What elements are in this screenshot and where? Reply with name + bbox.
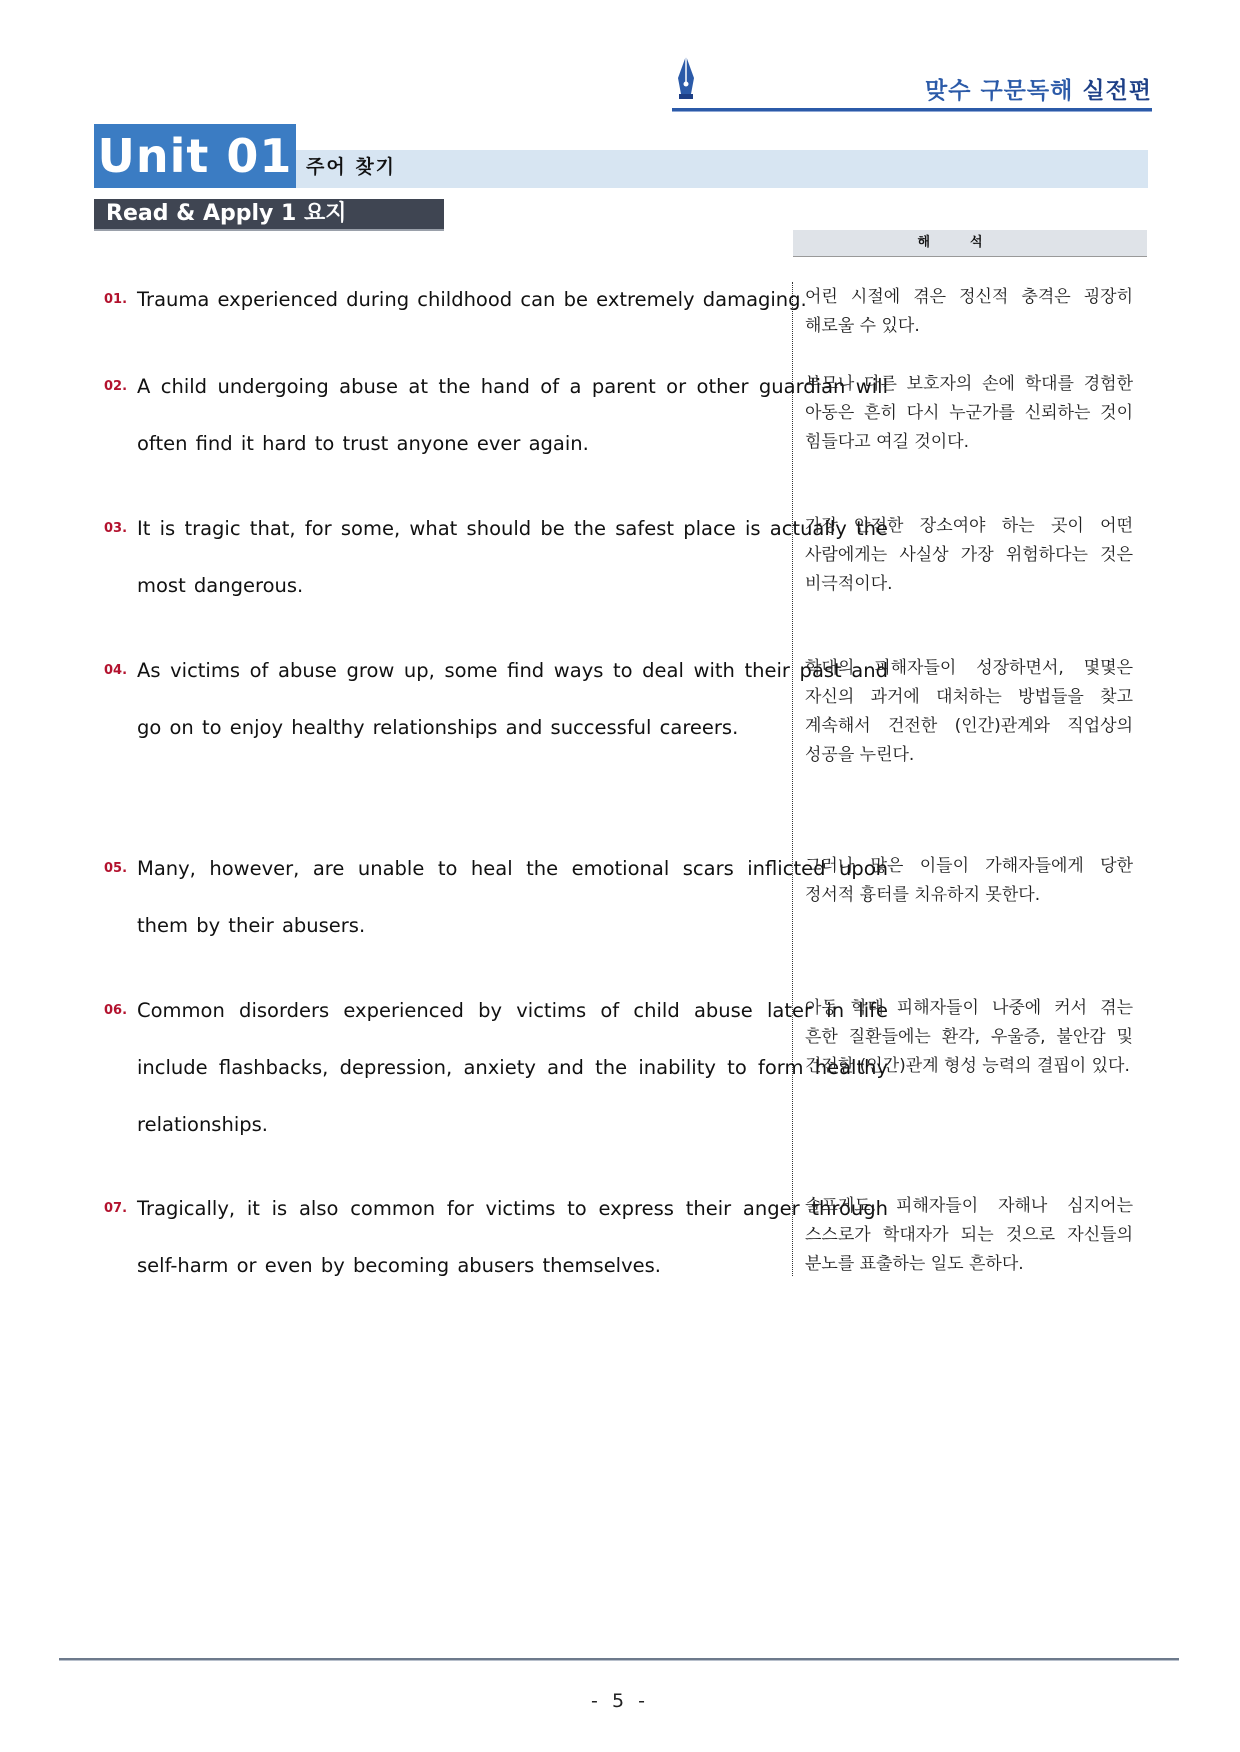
- brand-underline: [672, 108, 1152, 112]
- sentence-korean: 그러나 많은 이들이 가해자들에게 당한 정서적 흉터를 치유하지 못한다.: [805, 856, 1133, 905]
- unit-label: Unit 01: [94, 124, 296, 188]
- section-label: Read & Apply 1 요지: [94, 199, 444, 229]
- unit-banner-band: [296, 150, 1148, 188]
- sentence-english: Many, however, are unable to heal the emotional scars inflicted upon them by their abusers.: [137, 857, 888, 937]
- sentence-number: 07.: [104, 1201, 128, 1216]
- sentence-number: 01.: [104, 292, 128, 307]
- footer-rule: [59, 1658, 1179, 1661]
- sentence-english: A child undergoing abuse at the hand of a parent or other guardian will often find it hard to trust anyone ever again.: [137, 375, 888, 455]
- sentence-number: 02.: [104, 379, 128, 394]
- page-number: - 5 -: [591, 1690, 649, 1712]
- section-bar-shadow: [94, 229, 444, 231]
- sentence-english: As victims of abuse grow up, some find ways to deal with their past and go on to enjoy healthy relationships and successful careers.: [137, 659, 888, 739]
- sentence-korean: 학대의 피해자들이 성장하면서, 몇몇은 자신의 과거에 대처하는 방법들을 찾고 계속해서 건전한 (인간)관계와 직업상의 성공을 누린다.: [805, 658, 1133, 765]
- sentence-english: It is tragic that, for some, what should be the safest place is actually the most dangerous.: [137, 517, 888, 597]
- sentence-number: 05.: [104, 861, 128, 876]
- sentence-korean: 어린 시절에 겪은 정신적 충격은 굉장히 해로울 수 있다.: [805, 287, 1133, 336]
- brand-header: [672, 50, 1152, 112]
- sentence-korean: 부모나 다른 보호자의 손에 학대를 경험한 아동은 흔히 다시 누군가를 신뢰하는 것이 힘들다고 여길 것이다.: [805, 374, 1133, 452]
- sentence-number: 03.: [104, 521, 128, 536]
- brand-title: [925, 72, 1152, 105]
- sentence-number: 06.: [104, 1003, 128, 1018]
- sentence-english: Tragically, it is also common for victims to express their anger through self-harm or even by becoming abusers themselves.: [137, 1197, 888, 1277]
- fountain-pen-icon: [672, 54, 700, 102]
- unit-subtitle: 주어 찾기: [306, 156, 397, 178]
- sentence-korean: 가장 안전한 장소여야 하는 곳이 어떤 사람에게는 사실상 가장 위험하다는 것은 비극적이다.: [805, 516, 1133, 594]
- sentence-english: Trauma experienced during childhood can be extremely damaging.: [137, 288, 807, 311]
- brand-title-main: 맞수 구문독해: [925, 78, 1083, 104]
- sentence-english: Common disorders experienced by victims of child abuse later in life include flashbacks, depression, anxiety and the inability to form healthy relationships.: [137, 999, 888, 1136]
- interpretation-header: 해석: [793, 230, 1147, 257]
- brand-title-strong: 실전편: [1082, 78, 1152, 104]
- sentence-korean: 슬프게도, 피해자들이 자해나 심지어는 스스로가 학대자가 되는 것으로 자신들의 분노를 표출하는 일도 흔하다.: [805, 1196, 1133, 1274]
- sentence-number: 04.: [104, 663, 128, 678]
- sentence-korean: 아동 학대 피해자들이 나중에 커서 겪는 흔한 질환들에는 환각, 우울증, 불안감 및 건전한 (인간)관계 형성 능력의 결핍이 있다.: [805, 998, 1133, 1076]
